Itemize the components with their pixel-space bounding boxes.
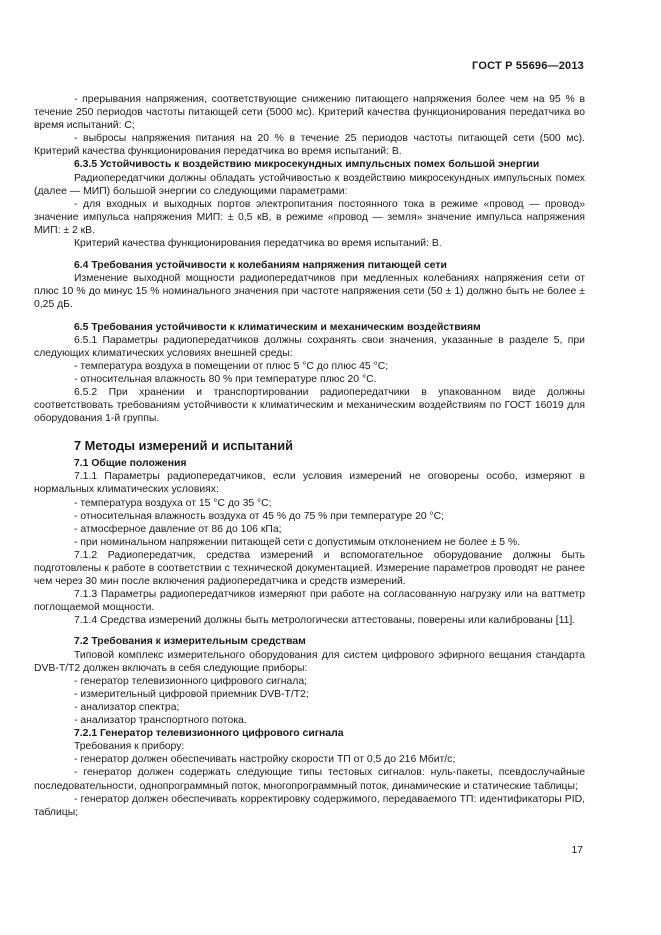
list-item: - генератор должен обеспечивать настройку скорости ТП от 0,5 до 216 Мбит/с; (74, 754, 456, 766)
paragraph: - для входных и выходных портов электропитания постоянного тока в режиме «провод — провод» значение импульса напряжения МИП: ± 0,5 кВ, в режиме «провод — земля» значение импульса напряжения МИП: ± 2 кВ. (34, 198, 585, 236)
section-heading: 7.2 Требования к измерительным средствам (74, 636, 306, 648)
paragraph: Радиопередатчики должны обладать устойчивостью к воздействию микросекундных импульсных помех (далее — МИП) большой энергии со следующими параметрами: (34, 172, 585, 197)
paragraph: 7.1.3 Параметры радиопередатчиков измеряют при работе на согласованную нагрузку или на ваттметр поглощаемой мощности. (34, 589, 585, 614)
list-item: - анализатор спектра; (74, 701, 180, 713)
paragraph: 7.1.2 Радиопередатчик, средства измерений и вспомогательное оборудование должны быть подготовлены к работе в соответствии с технической документацией. Измерение параметров проводят не ранее чем через 30 мин после включения радиопередатчика и средств измерений. (34, 549, 585, 588)
subsection-heading: 6.3.5 Устойчивость к воздействию микросекундных импульсных помех большой энергии (74, 159, 540, 171)
paragraph: Критерий качества функционирования передатчика во время испытаний: В. (74, 238, 442, 250)
list-item: - измерительный цифровой приемник DVB-T/T2; (74, 688, 309, 700)
paragraph: 6.5.1 Параметры радиопередатчиков должны сохранять свои значения, указанные в разделе 5, при следующих климатических условиях внешней среды: (34, 334, 585, 359)
list-item: - генератор должен содержать следующие типы тестовых сигналов: нуль-пакеты, псевдослучайные последовательности, однопрограммный поток, многопрограммный поток, динамические и статические таблицы; (34, 767, 585, 792)
list-item: - анализатор транспортного потока. (74, 715, 247, 727)
paragraph: Типовой комплекс измерительного оборудования для систем цифрового эфирного вещания стандарта DVB-T/T2 должен включать в себя следующие приборы: (34, 649, 585, 674)
page-number: 17 (571, 845, 583, 856)
paragraph: Изменение выходной мощности радиопередатчиков при медленных колебаниях напряжения сети от плюс 10 % до минус 15 % номинального значения при частоте напряжения сети (50 ± 1) должно быть не более ± 0,25 дБ. (34, 273, 585, 311)
paragraph: Требования к прибору: (74, 741, 185, 753)
section-heading: 6.4 Требования устойчивости к колебаниям напряжения питающей сети (74, 260, 447, 272)
list-item: - генератор телевизионного цифрового сигнала; (74, 675, 307, 687)
paragraph: - прерывания напряжения, соответствующие снижению питающего напряжения более чем на 95 % в течение 250 периодов частоты питающей сети (5000 мс). Критерий качества функционирования передатчика во время испытаний: С; (34, 94, 585, 132)
document-body (34, 93, 585, 819)
list-item: - относительная влажность 80 % при температуре плюс 20 °С. (74, 373, 377, 385)
chapter-heading: 7 Методы измерений и испытаний (74, 438, 293, 454)
paragraph: 6.5.2 При хранении и транспортировании радиопередатчики в упакованном виде должны соответствовать требованиям устойчивости к климатическим и механическим воздействиям по ГОСТ 16019 для оборудования 1-й группы. (34, 386, 585, 425)
list-item: - при номинальном напряжении питающей сети с допустимым отклонением не более ± 5 %. (74, 536, 521, 548)
subsection-heading: 7.2.1 Генератор телевизионного цифрового сигнала (74, 728, 344, 740)
standard-header: ГОСТ Р 55696—2013 (472, 60, 584, 72)
list-item: - относительная влажность воздуха от 45 % до 75 % при температуре 20 °С; (74, 510, 445, 522)
paragraph: - выбросы напряжения питания на 20 % в течение 25 периодов частоты питающей сети (500 мс). Критерий качества функционирования передатчика во время испытаний: В. (34, 133, 585, 158)
list-item: - температура воздуха от 15 °С до 35 °С; (74, 497, 272, 509)
section-heading: 7.1 Общие положения (74, 458, 187, 470)
list-item: - генератор должен обеспечивать корректировку содержимого, передаваемого ТП: идентификаторы PID, таблицы; (34, 793, 585, 818)
list-item: - атмосферное давление от 86 до 106 кПа; (74, 523, 282, 535)
paragraph: 7.1.1 Параметры радиопередатчиков, если условия измерений не оговорены особо, измеряют в нормальных климатических условиях: (34, 471, 585, 496)
paragraph: 7.1.4 Средства измерений должны быть метрологически аттестованы, поверены или калиброваны [11]. (74, 615, 576, 627)
section-heading: 6.5 Требования устойчивости к климатическим и механическим воздействиям (74, 321, 481, 333)
list-item: - температура воздуха в помещении от плюс 5 °С до плюс 45 °С; (74, 360, 389, 372)
